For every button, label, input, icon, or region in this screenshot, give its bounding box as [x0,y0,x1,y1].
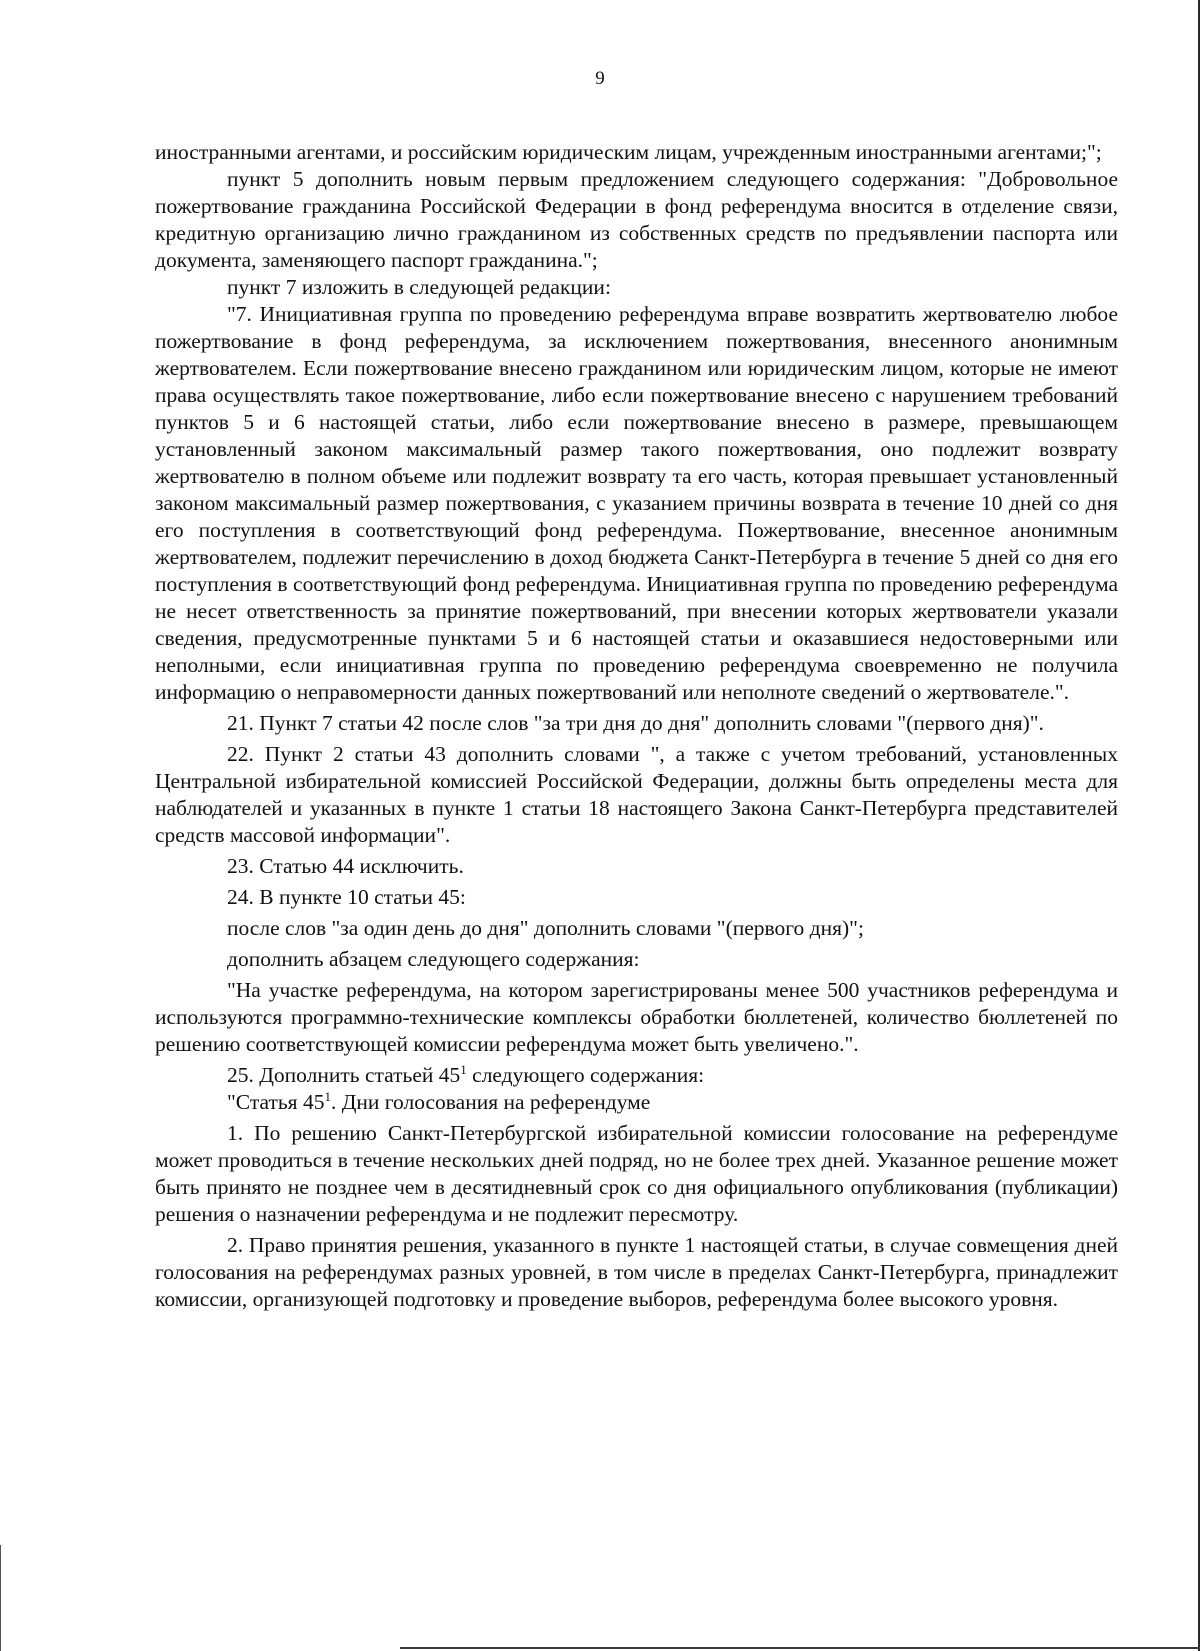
paragraph-item7-intro: пункт 7 изложить в следующей редакции: [227,275,611,299]
paragraph-point-25 [155,1062,1118,1089]
document-body [155,139,1118,1313]
article-45-1-heading [155,1089,1118,1116]
article-45-1-point-1: 1. По решению Санкт-Петербургской избирательной комиссии голосование на референдуме может проводиться в течение нескольких дней подряд, но не более трех дней. Указанное решение может быть принято не позднее чем в десятидневный срок со дня официального опубликования (публикации) решения о назначении референдума и не подлежит пересмотру. [155,1121,1118,1226]
point-25-text-before: 25. Дополнить статьей 45 [227,1063,461,1087]
paragraph-point-24-quote: "На участке референдума, на котором зарегистрированы менее 500 участников референдума и используются программно-технические комплексы обработки бюллетеней, количество бюллетеней по решению соответствующей комиссии референдума может быть увеличено.". [155,978,1118,1056]
page-number: 9 [595,68,605,89]
article-heading-before: "Статья 45 [227,1090,325,1114]
paragraph-item7-text: "7. Инициативная группа по проведению референдума вправе возвратить жертвователю любое пожертвование в фонд референдума, за исключением пожертвования, внесенного анонимным жертвователем. Если пожертвование внесено гражданином или юридическим лицом, которые не имеют права осуществлять такое пожертвование, либо если пожертвование внесено с нарушением требований пунктов 5 и 6 настоящей статьи, либо если пожертвование внесено в размере, превышающем установленный законом максимальный размер такого пожертвования, оно подлежит возврату жертвователю в полном объеме или подлежит возврату та его часть, которая превышает установленный законом максимальный размер пожертвования, с указанием причины возврата в течение 10 дней со дня его поступления в соответствующий фонд референдума. Пожертвование, внесенное анонимным жертвователем, подлежит перечислению в доход бюджета Санкт-Петербурга в течение 5 дней со дня его поступления в соответствующий фонд референдума. Инициативная группа по проведению референдума не несет ответственность за принятие пожертвований, при внесении которых жертвователи указали сведения, предусмотренные пунктами 5 и 6 настоящей статьи и оказавшиеся недостоверными или неполными, если инициативная группа по проведению референдума своевременно не получила информацию о неправомерности данных пожертвований или неполноте сведений о жертвователе.". [155,302,1118,704]
scan-edge-bottom [400,1647,1200,1649]
paragraph-item5-amendment: пункт 5 дополнить новым первым предложением следующего содержания: "Добровольное пожертвование гражданина Российской Федерации в фонд референдума вносится в отделение связи, кредитную организацию лично гражданином из собственных средств по предъявлении паспорта или документа, заменяющего паспорт гражданина."; [155,167,1118,272]
article-45-1-point-2: 2. Право принятия решения, указанного в пункте 1 настоящей статьи, в случае совмещения дней голосования на референдумах разных уровней, в том числе в пределах Санкт-Петербурга, принадлежит комиссии, организующей подготовку и проведение выборов, референдума более высокого уровня. [155,1233,1118,1311]
scan-edge-left [0,1545,1,1651]
paragraph-point-24-sub2: дополнить абзацем следующего содержания: [227,947,640,971]
paragraph-continuation: иностранными агентами, и российским юридическим лицам, учрежденным иностранными агентами;"; [155,140,1102,164]
paragraph-point-24: 24. В пункте 10 статьи 45: [227,885,466,909]
paragraph-point-24-sub1: после слов "за один день до дня" дополнить словами "(первого дня)"; [227,916,864,940]
article-heading-superscript: 1 [324,1089,331,1104]
article-heading-after: . Дни голосования на референдуме [330,1090,651,1114]
point-25-superscript: 1 [460,1062,467,1077]
point-25-text-after: следующего содержания: [466,1063,705,1087]
paragraph-point-23: 23. Статью 44 исключить. [227,854,464,878]
paragraph-point-22: 22. Пункт 2 статьи 43 дополнить словами ", а также с учетом требований, установленных Центральной избирательной комиссией Российской Федерации, должны быть определены места для наблюдателей и указанных в пункте 1 статьи 18 настоящего Закона Санкт-Петербурга представителей средств массовой информации". [155,742,1118,847]
paragraph-point-21: 21. Пункт 7 статьи 42 после слов "за три дня до дня" дополнить словами "(первого дня)". [227,711,1044,735]
